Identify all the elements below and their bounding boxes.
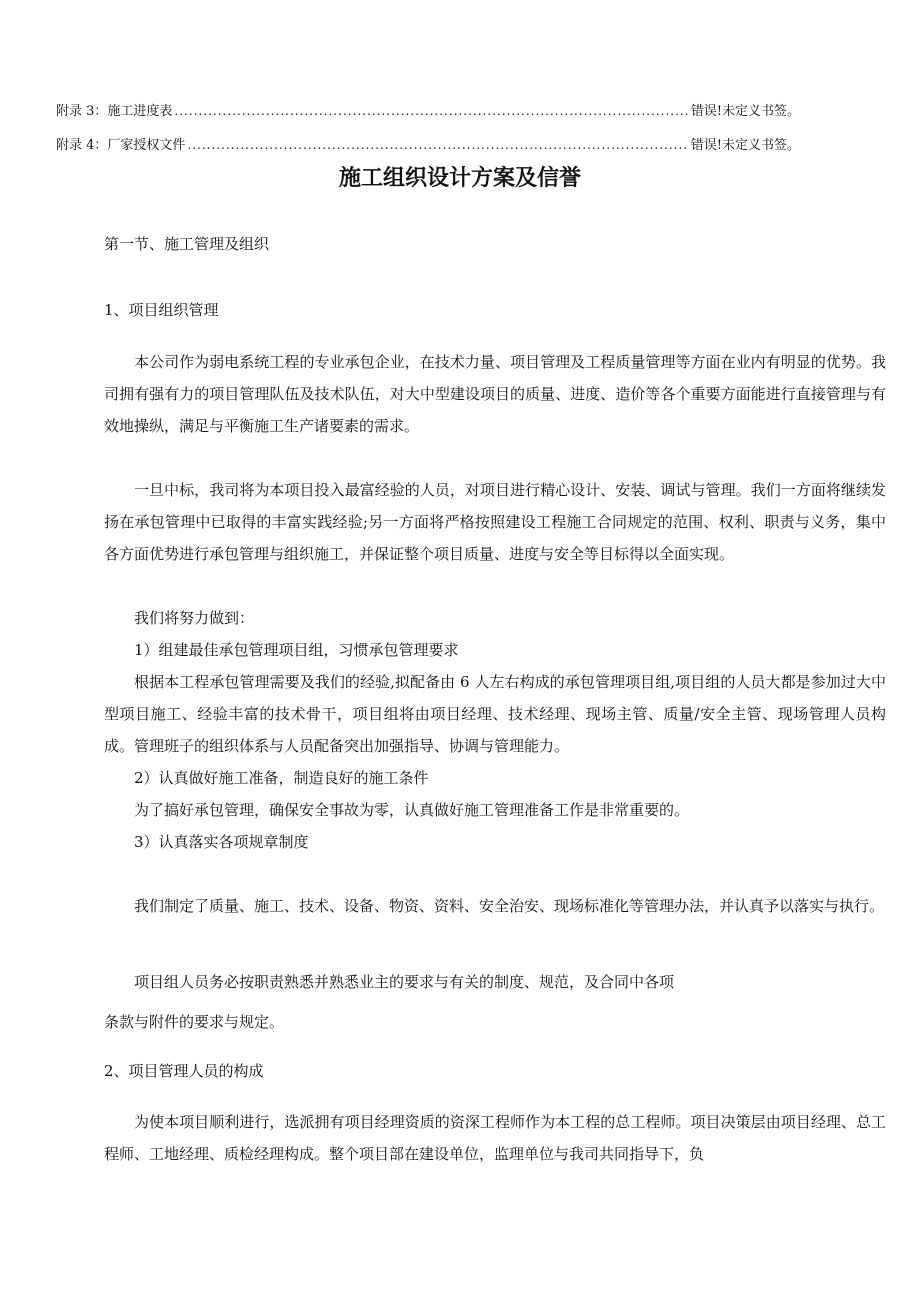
paragraph-continuation: 条款与附件的要求与规定。	[104, 1013, 285, 1031]
toc-entry-ref: 错误!未定义书签。	[690, 104, 800, 119]
list-item: 1）组建最佳承包管理项目组，习惯承包管理要求	[134, 641, 459, 659]
toc-entry-label: 附录 4：厂家授权文件	[56, 138, 186, 153]
toc-entry-ref: 错误!未定义书签。	[690, 138, 800, 153]
paragraph: 项目组人员务必按职责熟悉并熟悉业主的要求与有关的制度、规范，及合同中各项	[134, 973, 675, 991]
toc-leader-dots	[174, 101, 688, 121]
paragraph: 根据本工程承包管理需要及我们的经验,拟配备由 6 人左右构成的承包管理项目组,项目组的人员大都是参加过大中型项目施工、经验丰富的技术骨干，项目组将由项目经理、技术经理、现场主管、质量/安全主管、现场管理人员构成。管理班子的组织体系与人员配备突出加强指导、协调与管理能力。	[104, 673, 886, 755]
list-item: 2）认真做好施工准备，制造良好的施工条件	[134, 769, 429, 787]
paragraph: 为了搞好承包管理，确保安全事故为零，认真做好施工管理准备工作是非常重要的。	[134, 801, 690, 819]
toc-entry-label: 附录 3：施工进度表	[56, 104, 173, 119]
list-item: 3）认真落实各项规章制度	[134, 833, 309, 851]
document-title: 施工组织设计方案及信誉	[338, 165, 581, 191]
subsection-heading: 1、项目组织管理	[104, 301, 219, 319]
paragraph: 为使本项目顺利进行，选派拥有项目经理资质的资深工程师作为本工程的总工程师。项目决策层由项目经理、总工程师、工地经理、质检经理构成。整个项目部在建设单位，监理单位与我司共同指导下，负	[104, 1113, 886, 1163]
toc-leader-dots	[187, 135, 688, 155]
paragraph: 我们制定了质量、施工、技术、设备、物资、资料、安全治安、现场标准化等管理办法，并认真予以落实与执行。	[134, 897, 885, 915]
paragraph: 本公司作为弱电系统工程的专业承包企业，在技术力量、项目管理及工程质量管理等方面在业内有明显的优势。我司拥有强有力的项目管理队伍及技术队伍，对大中型建设项目的质量、进度、造价等各个重要方面能进行直接管理与有效地操纵，满足与平衡施工生产诸要素的需求。	[104, 353, 886, 435]
paragraph: 一旦中标，我司将为本项目投入最富经验的人员，对项目进行精心设计、安装、调试与管理。我们一方面将继续发扬在承包管理中已取得的丰富实践经验;另一方面将严格按照建设工程施工合同规定的范围、权利、职责与义务，集中各方面优势进行承包管理与组织施工，并保证整个项目质量、进度与安全等目标得以全面实现。	[104, 481, 886, 563]
paragraph: 我们将努力做到：	[134, 609, 255, 627]
section-heading: 第一节、施工管理及组织	[104, 235, 270, 253]
subsection-heading: 2、项目管理人员的构成	[104, 1062, 264, 1080]
toc-entry[interactable]	[56, 135, 800, 155]
toc-entry[interactable]	[56, 101, 800, 121]
